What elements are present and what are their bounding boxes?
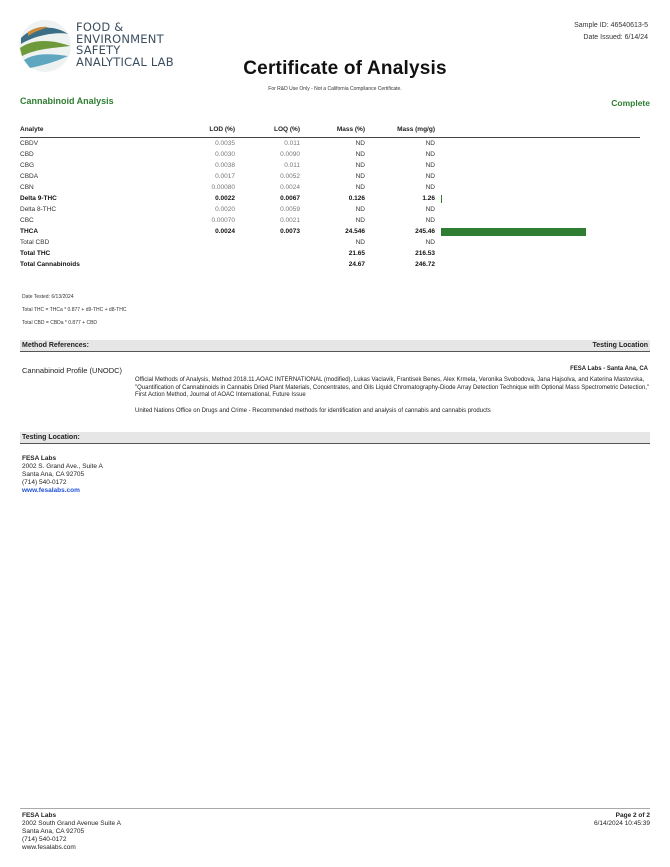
table-row xyxy=(20,193,640,204)
loq-cell: 0.0052 xyxy=(280,173,300,180)
lod-cell: 0.0030 xyxy=(215,151,235,158)
table-header-row xyxy=(20,124,640,138)
bar-cell xyxy=(435,248,640,259)
analyte-cell: THCA xyxy=(20,228,39,235)
bar-cell xyxy=(435,237,640,248)
loq-cell: 0.011 xyxy=(284,140,300,147)
footer-phone: (714) 540-0172 xyxy=(22,836,67,843)
footer-lab-name: FESA Labs xyxy=(22,812,57,819)
bar-cell xyxy=(435,160,640,171)
testing-location-header xyxy=(20,432,650,444)
bar-cell xyxy=(435,215,640,226)
method-description: Official Methods of Analysis, Method 2018.11.AOAC INTERNATIONAL (modified), Lukas Vaclavik, Frantisek Benes, Alex Krmela, Veronika Svobodova, Jana Hajsolva, and Katerina Mastovska, "Quantification of Cannabinoids in Cannabis Dried Plant Materials, Concentrates, and Oils Liquid Chromatography-Diode Array Detection Technique with Optional Mass Spectrometric Detection," First Action Method, Journal of AOAC International, Future Issue xyxy=(135,377,650,398)
analyte-cell: Total Cannabinoids xyxy=(20,261,80,268)
analyte-cell: Delta 9-THC xyxy=(20,195,57,202)
mass-pct-cell: ND xyxy=(355,140,365,147)
lod-cell: 0.00070 xyxy=(211,217,235,224)
table-row xyxy=(20,248,640,259)
mass-mg-cell: 246.72 xyxy=(415,261,435,268)
lab-phone: (714) 540-0172 xyxy=(22,479,67,486)
mass-mg-cell: ND xyxy=(425,140,435,147)
mass-pct-cell: 21.65 xyxy=(348,250,365,257)
col-mass-pct: Mass (%) xyxy=(300,124,365,138)
footer-address xyxy=(22,812,121,852)
col-lod: LOD (%) xyxy=(170,124,235,138)
method-name: Cannabinoid Profile (UNODC) xyxy=(22,366,123,375)
lod-cell: 0.0024 xyxy=(215,228,235,235)
method-location: FESA Labs - Santa Ana, CA xyxy=(570,366,648,372)
col-bar xyxy=(435,124,640,138)
mass-pct-cell: ND xyxy=(355,173,365,180)
analyte-cell: CBDA xyxy=(20,173,39,180)
footer-timestamp: 6/14/2024 10:45:39 xyxy=(593,820,650,827)
col-loq: LOQ (%) xyxy=(235,124,300,138)
bar-cell xyxy=(435,171,640,182)
loq-cell: 0.0090 xyxy=(280,151,300,158)
mass-pct-cell: ND xyxy=(355,239,365,246)
mass-pct-cell: 0.126 xyxy=(348,195,365,202)
table-row xyxy=(20,204,640,215)
bar-cell xyxy=(435,193,640,204)
date-issued: Date Issued: 6/14/24 xyxy=(583,34,648,41)
table-row xyxy=(20,226,640,237)
table-row xyxy=(20,237,640,248)
mass-pct-cell: ND xyxy=(355,206,365,213)
lod-cell xyxy=(170,237,235,248)
lod-cell: 0.0022 xyxy=(215,195,235,202)
analyte-cell: CBG xyxy=(20,162,35,169)
sample-id: Sample ID: 46540613-5 xyxy=(574,22,648,29)
footer-page-info xyxy=(594,812,650,828)
mass-mg-cell: ND xyxy=(425,184,435,191)
loq-cell xyxy=(235,237,300,248)
mass-bar xyxy=(441,228,586,236)
mass-pct-cell: ND xyxy=(355,217,365,224)
method-references-header xyxy=(20,340,650,352)
testing-location-label: Testing Location xyxy=(592,342,648,349)
mass-mg-cell: 216.53 xyxy=(415,250,435,257)
table-row xyxy=(20,182,640,193)
table-row xyxy=(20,215,640,226)
testing-location-address xyxy=(22,455,103,495)
footer-line1: 2002 South Grand Avenue Suite A xyxy=(22,820,121,827)
bar-cell xyxy=(435,259,640,270)
testing-location-title: Testing Location: xyxy=(22,434,80,441)
analyte-cell: CBN xyxy=(20,184,34,191)
page-title: Certificate of Analysis xyxy=(243,58,447,79)
section-title: Cannabinoid Analysis xyxy=(20,96,114,106)
mass-mg-cell: ND xyxy=(425,206,435,213)
mass-pct-cell: ND xyxy=(355,184,365,191)
lab-name: FESA Labs xyxy=(22,455,57,462)
lod-cell: 0.0038 xyxy=(215,162,235,169)
bar-cell xyxy=(435,182,640,193)
logo-line-4: ANALYTICAL LAB xyxy=(76,54,174,69)
analyte-cell: Total CBD xyxy=(20,239,50,246)
lab-address-line2: Santa Ana, CA 92705 xyxy=(22,471,85,478)
lod-cell: 0.0020 xyxy=(215,206,235,213)
footer-divider xyxy=(20,808,650,809)
mass-pct-cell: 24.67 xyxy=(348,261,365,268)
cannabinoid-table xyxy=(20,124,640,270)
lod-cell: 0.0017 xyxy=(215,173,235,180)
method-description-2: United Nations Office on Drugs and Crime - Recommended methods for identification and analysis of cannabis and cannabis products xyxy=(135,408,491,414)
logo-line-1: FOOD & xyxy=(76,20,124,34)
mass-pct-cell: ND xyxy=(355,151,365,158)
loq-cell: 0.0067 xyxy=(280,195,300,202)
page-subtitle: For R&D Use Only - Not a California Compliance Certificate. xyxy=(268,86,402,92)
lod-cell: 0.0035 xyxy=(215,140,235,147)
table-row xyxy=(20,138,640,150)
loq-cell: 0.011 xyxy=(284,162,300,169)
table-row xyxy=(20,149,640,160)
mass-mg-cell: 1.26 xyxy=(422,195,435,202)
loq-cell xyxy=(235,259,300,270)
mass-mg-cell: ND xyxy=(425,151,435,158)
date-tested: Date Tested: 6/13/2024 xyxy=(22,294,74,300)
loq-cell: 0.0059 xyxy=(280,206,300,213)
loq-cell: 0.0024 xyxy=(280,184,300,191)
bar-cell xyxy=(435,149,640,160)
col-analyte: Analyte xyxy=(20,124,170,138)
lod-cell xyxy=(170,248,235,259)
bar-cell xyxy=(435,204,640,215)
mass-mg-cell: ND xyxy=(425,162,435,169)
analyte-cell: CBC xyxy=(20,217,34,224)
loq-cell: 0.0021 xyxy=(280,217,300,224)
table-row xyxy=(20,160,640,171)
mass-mg-cell: ND xyxy=(425,173,435,180)
page-number: Page 2 of 2 xyxy=(615,812,650,819)
bar-cell xyxy=(435,226,640,237)
loq-cell: 0.0073 xyxy=(280,228,300,235)
col-mass-mg: Mass (mg/g) xyxy=(365,124,435,138)
lod-cell xyxy=(170,259,235,270)
analyte-cell: CBDV xyxy=(20,140,39,147)
mass-bar xyxy=(441,195,442,203)
bar-cell xyxy=(435,138,640,150)
footer-line2: Santa Ana, CA 92705 xyxy=(22,828,85,835)
sample-info xyxy=(574,20,648,44)
lod-cell: 0.00080 xyxy=(211,184,235,191)
logo-line-3: SAFETY xyxy=(76,43,121,57)
status-label: Complete xyxy=(611,98,650,108)
total-thc-formula: Total THC = THCa * 0.877 + d9-THC + d8-THC xyxy=(22,307,127,313)
total-cbd-formula: Total CBD = CBDa * 0.877 + CBD xyxy=(22,320,98,326)
table-row xyxy=(20,259,640,270)
mass-mg-cell: ND xyxy=(425,217,435,224)
analyte-cell: CBD xyxy=(20,151,34,158)
analyte-cell: Delta 8-THC xyxy=(20,206,57,213)
lab-website-link[interactable]: www.fesalabs.com xyxy=(22,487,80,494)
mass-pct-cell: ND xyxy=(355,162,365,169)
mass-mg-cell: ND xyxy=(425,239,435,246)
mass-pct-cell: 24.546 xyxy=(345,228,365,235)
lab-address-line1: 2002 S. Grand Ave., Suite A xyxy=(22,463,103,470)
loq-cell xyxy=(235,248,300,259)
mass-mg-cell: 245.46 xyxy=(415,228,435,235)
analyte-cell: Total THC xyxy=(20,250,51,257)
footer-website[interactable]: www.fesalabs.com xyxy=(22,844,76,851)
logo-line-2: ENVIRONMENT xyxy=(76,31,164,46)
table-row xyxy=(20,171,640,182)
method-references-label: Method References: xyxy=(22,342,89,349)
